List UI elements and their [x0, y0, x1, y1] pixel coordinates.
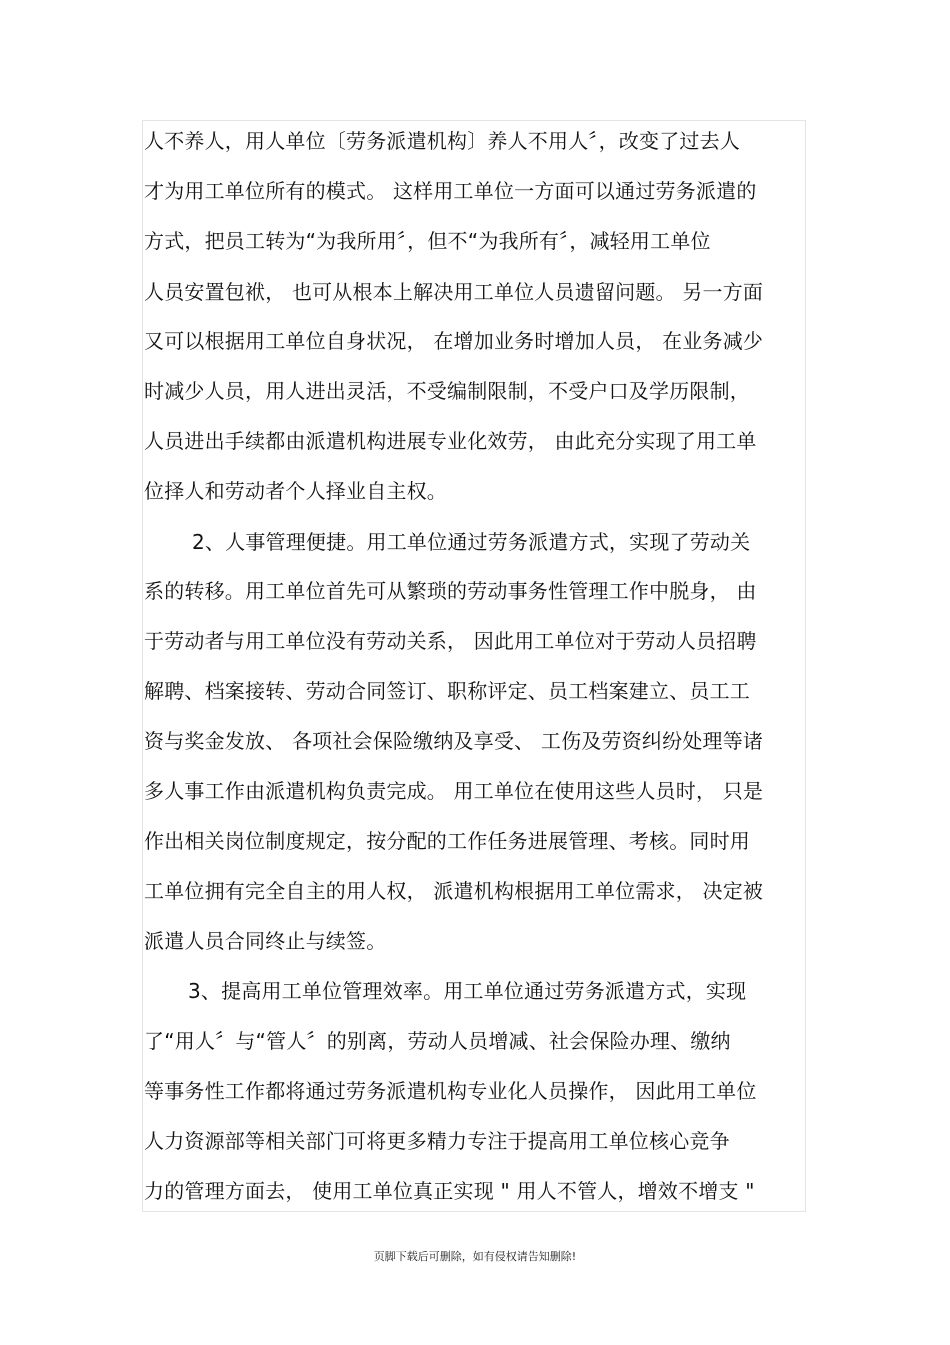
paragraph-first-line: 3、提高用工单位管理效率。用工单位通过劳务派遣方式，实现: [188, 979, 747, 1003]
text-line: 人力资源部等相关部门可将更多精力专注于提高用工单位核心竞争: [144, 1129, 730, 1153]
text-line: 派遣人员合同终止与续签。: [144, 929, 387, 953]
text-line: 于劳动者与用工单位没有劳动关系， 因此用工单位对于劳动人员招聘: [144, 629, 757, 653]
text-line: 人员进出手续都由派遣机构进展专业化效劳， 由此充分实现了用工单: [144, 429, 757, 453]
text-line: 时减少人员，用人进出灵活，不受编制限制，不受户口及学历限制，: [144, 379, 750, 403]
text-line: 人不养人，用人单位〔劳务派遣机构〕养人不用人〞，改变了过去人: [144, 129, 740, 153]
text-line: 力的管理方面去， 使用工单位真正实现 " 用人不管人，增效不增支 ": [144, 1179, 755, 1203]
text-line: 解聘、档案接转、劳动合同签订、职称评定、员工档案建立、员工工: [144, 679, 750, 703]
text-line: 资与奖金发放、 各项社会保险缴纳及享受、 工伤及劳资纠纷处理等诸: [144, 729, 764, 753]
text-line: 了“用人〞与“管人〞的别离，劳动人员增减、社会保险办理、缴纳: [144, 1029, 731, 1053]
text-line: 系的转移。用工单位首先可从繁琐的劳动事务性管理工作中脱身， 由: [144, 579, 757, 603]
text-line: 等事务性工作都将通过劳务派遣机构专业化人员操作， 因此用工单位: [144, 1079, 757, 1103]
text-line: 多人事工作由派遣机构负责完成。 用工单位在使用这些人员时， 只是: [144, 779, 764, 803]
text-line: 方式，把员工转为“为我所用〞，但不“为我所有〞，减轻用工单位: [144, 229, 711, 253]
text-line: 位择人和劳动者个人择业自主权。: [144, 479, 447, 503]
text-line: 又可以根据用工单位自身状况， 在增加业务时增加人员， 在业务减少: [144, 329, 764, 353]
paragraph-first-line: 2、人事管理便捷。用工单位通过劳务派遣方式，实现了劳动关: [192, 530, 751, 554]
text-line: 工单位拥有完全自主的用人权， 派遣机构根据用工单位需求， 决定被: [144, 879, 764, 903]
text-line: 才为用工单位所有的模式。 这样用工单位一方面可以通过劳务派遣的: [144, 179, 757, 203]
text-line: 作出相关岗位制度规定，按分配的工作任务进展管理、考核。同时用: [144, 829, 750, 853]
text-line: 人员安置包袱， 也可从根本上解决用工单位人员遗留问题。 另一方面: [144, 280, 764, 304]
page-footer: 页脚下载后可删除，如有侵权请告知删除!: [373, 1250, 577, 1263]
